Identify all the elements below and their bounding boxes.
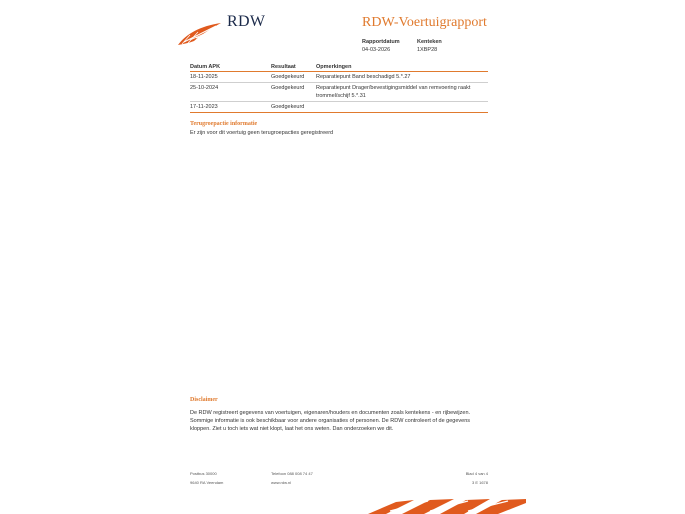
table-row (190, 72, 488, 83)
report-date-label: Rapportdatum (362, 39, 400, 45)
apk-table (190, 64, 488, 113)
footer-page-number: Blad 4 van 4 (465, 471, 488, 476)
footer-postbus: Postbus 30000 (190, 471, 217, 476)
footer-code: 3 E 1678 (471, 480, 488, 485)
cell-remark: Reparatiepunt Drager/bevestigingsmiddel van remvoering raakt trommel/schijf 5.*.31 (316, 83, 488, 102)
column-header-remarks: Opmerkingen (316, 64, 488, 72)
report-date-value: 04-03-2026 (362, 47, 391, 53)
logo-text: RDW (227, 13, 266, 30)
plate-value: 1XBP28 (417, 47, 438, 53)
cell-date: 17-11-2023 (190, 102, 271, 113)
cell-date: 25-10-2024 (190, 83, 271, 102)
footer-web-link[interactable]: www.rdw.nl (271, 480, 292, 485)
table-row (190, 83, 488, 102)
disclaimer-heading: Disclaimer (190, 397, 218, 403)
column-header-result: Resultaat (271, 64, 316, 72)
plate-label: Kenteken (417, 39, 442, 45)
footer-phone: Telefoon 088 008 74 47 (271, 471, 313, 476)
rdw-logo-icon (176, 22, 222, 46)
footer-city: 9640 RA Veendam (190, 480, 224, 485)
recall-text: Er zijn voor dit voertuig geen terugroepacties geregistreerd (190, 130, 334, 136)
cell-remark: Reparatiepunt Band beschadigd 5.*.27 (316, 72, 488, 83)
column-header-date: Datum APK (190, 64, 271, 72)
cell-result: Goedgekeurd (271, 72, 316, 83)
cell-result: Goedgekeurd (271, 83, 316, 102)
table-row (190, 102, 488, 113)
decorative-stripes-icon (368, 497, 526, 514)
cell-remark (316, 102, 488, 113)
table-header-row (190, 64, 488, 72)
cell-date: 18-11-2025 (190, 72, 271, 83)
page-title: RDW-Voertuigrapport (362, 15, 487, 30)
cell-result: Goedgekeurd (271, 102, 316, 113)
disclaimer-text: De RDW registreert gegevens van voertuigen, eigenaren/houders en documenten zoals kentekens - en rijbewijzen. Sommige informatie is ook beschikbaar voor andere organisaties of personen. De RDW controleert of de gegevens kloppen. Ziet u toch iets wat niet klopt, laat het ons weten. Dan onderzoeken we dit. (190, 410, 471, 432)
recall-heading: Terugroepactie informatie (190, 121, 258, 127)
